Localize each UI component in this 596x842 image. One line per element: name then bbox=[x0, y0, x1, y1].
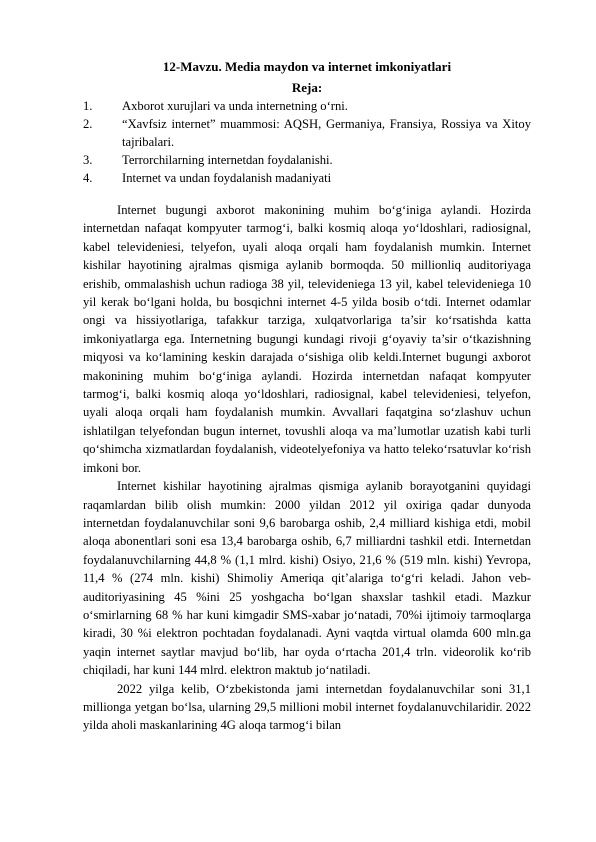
paragraph-3: 2022 yilga kelib, O‘zbekistonda jami internetdan foydalanuvchilar soni 31,1 millionga yetgan bo‘lsa, ularning 29,5 millioni mobil internet foydalanuvchilaridir. 2022 yilda aholi maskanlarining 4G aloqa tarmog‘i bilan bbox=[83, 681, 531, 733]
plan-item-text: Terrorchilarning internetdan foydalanishi. bbox=[122, 153, 333, 167]
plan-item-2 bbox=[83, 115, 531, 151]
paragraph-2: Internet kishilar hayotining ajralmas qismiga aylanib borayotganini quyidagi raqamlardan bilib olish mumkin: 2000 yildan 2012 yil oxiriga qadar dunyoda internetdan foydalanuvchilar soni 9,6 barobarga oshib, 2,4 milliard kishiga etdi, mobil aloqa abonentlari soni esa 13,4 barobarga oshib, 6,7 milliardni tashkil etdi. Internetdan foydalanuvchilarning 44,8 % (1,1 mlrd. kishi) Osiyo, 21,6 % (519 mln. kishi) Yevropa, 11,4 % (274 mln. kishi) Shimoliy Ameriqa qit’alariga to‘g‘ri keladi. Jahon veb-auditoriyasining 45 %ini 25 yoshgacha bo‘lgan shaxslar tashkil etadi. Mazkur o‘smirlarning 68 % har kuni kimgadir SMS-xabar jo‘natadi, 70%i ijtimoiy tarmoqlarga kiradi, 30 %i elektron pochtadan foydalanadi. Ayni vaqtda virtual olamda 600 mln.ga yaqin internet saytlar mavjud bo‘lib, har oyda o‘rtacha 201,4 trln. videorolik ko‘rib chiqiladi, har kuni 144 mlrd. elektron maktub jo‘natiladi. bbox=[83, 479, 531, 678]
paragraph-1: Internet bugungi axborot makonining muhim bo‘g‘iniga aylandi. Hozirda internetdan nafaqat kompyuter tarmog‘i, balki kosmiq aloqa yo‘ldoshlari, radiosignal, kabel televideniesi, telyefon, uyali aloqa orqali ham foydalanish mumkin. Internet kishilar hayotining ajralmas qismiga aylanib bormoqda. 50 millionliq auditoriyaga erishib, ommalashish uchun radioga 38 yil, televideniega 13 yil, kabel televideniega 10 yil kerak bo‘lgani holda, bu bosqichni internet 4-5 yilda bosib o‘tdi. Internet odamlar ongi va hissiyotlariga, tafakkur tarziga, xulqatvorlariga ta’sir ko‘rsatishda katta imkoniyatlarga ega. Internetning bugungi kundagi rivoji g‘oyaviy ta’sir o‘tkazishning miqyosi va ko‘lamining keskin darajada o‘sishiga olib keldi.Internet bugungi axborot makonining muhim bo‘g‘iniga aylandi. Hozirda internetdan nafaqat kompyuter tarmog‘i, balki kosmiq aloqa yo‘ldoshlari, radiosignal, kabel televideniesi, telyefon, uyali aloqa orqali ham foydalanish mumkin. Avvallari faqatgina so‘zlashuv uchun ishlatilgan telyefondan bugun internet, tovushli aloqa va ma’lumotlar uzatish kabi turli qo‘shimcha xizmatlardan foydalanish, videotelyefoniya va hatto teleko‘rsatuvlar ko‘rish imkoni bor. bbox=[83, 203, 531, 475]
plan-list bbox=[83, 97, 531, 187]
body-text bbox=[83, 201, 531, 735]
plan-item-3 bbox=[83, 151, 531, 169]
plan-item-number: 1. bbox=[83, 99, 93, 113]
plan-item-number: 2. bbox=[83, 117, 93, 131]
plan-item-text: “Xavfsiz internet” muammosi: AQSH, Germaniya, Fransiya, Rossiya va Xitoy tajribalari. bbox=[122, 117, 531, 149]
plan-item-text: Internet va undan foydalanish madaniyati bbox=[122, 171, 332, 185]
plan-heading: Reja: bbox=[291, 80, 323, 95]
plan-item-number: 4. bbox=[83, 171, 93, 185]
document-title: 12-Mavzu. Media maydon va internet imkoniyatlari bbox=[162, 59, 452, 74]
plan-item-1 bbox=[83, 97, 531, 115]
plan-item-text: Axborot xurujlari va unda internetning o‘rni. bbox=[122, 99, 348, 113]
plan-item-4 bbox=[83, 169, 531, 187]
plan-item-number: 3. bbox=[83, 153, 93, 167]
